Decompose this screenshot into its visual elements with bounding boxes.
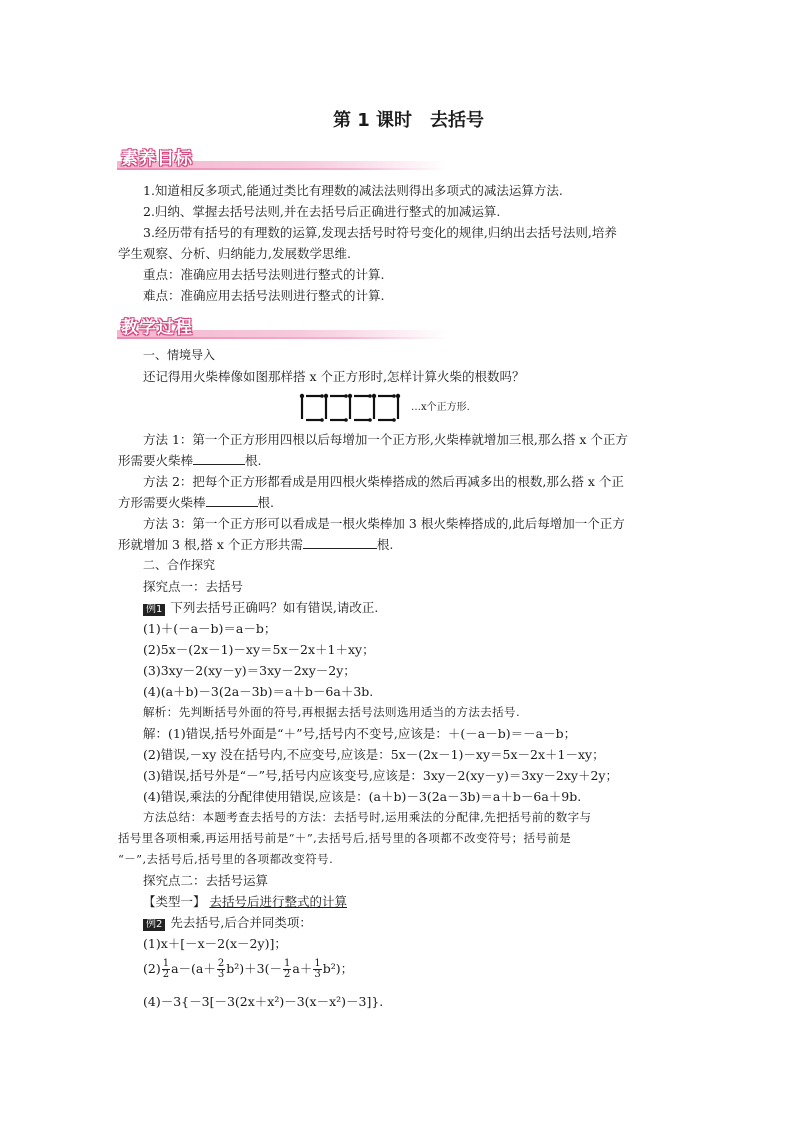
solution-line-3: (3)错误,括号外是“－”号,括号内应该变号,应该是：3xy－2(xy－y)＝3xy－2xy＋2y； <box>143 768 618 783</box>
fraction-1-3: $\frac{1}{3}$ <box>314 958 321 980</box>
solution-line-1: 解：(1)错误,括号外面是“＋”号,括号内不变号,应该是：＋(－a－b)＝－a－b； <box>143 726 577 741</box>
explore-point-1: 探究点一：去括号 <box>143 579 244 594</box>
method1-line1: 方法 1：第一个正方形用四根以后每增加一个正方形,火柴棒就增加三根,那么搭 x 个正方 <box>143 432 628 447</box>
example2-item-4: (4)－3{－3[－3(2x＋x²)－3(x－x²)－3]}. <box>143 994 384 1009</box>
objective-item-1: 1.知道相反多项式,能通过类比有理数的减法法则得出多项式的减法运算方法. <box>143 183 563 198</box>
answer-blank-2[interactable] <box>206 494 258 507</box>
method1-text: 形需要火柴棒 <box>118 453 194 468</box>
difficult-point: 难点：准确应用去括号法则进行整式的计算. <box>143 288 385 303</box>
method-summary-3: “－”,去括号后,括号里的各项都改变符号. <box>118 852 334 866</box>
example2-text: 先去括号,后合并同类项： <box>170 915 312 930</box>
item2-end: b²)； <box>322 961 354 976</box>
method2-line2 <box>118 494 274 511</box>
method3-line2 <box>118 536 393 553</box>
example1-question <box>143 599 378 616</box>
key-point: 重点：准确应用去括号法则进行整式的计算. <box>143 267 385 282</box>
answer-blank-3[interactable] <box>303 536 377 549</box>
method3-line1: 方法 3：第一个正方形可以看成是一根火柴棒加 3 根火柴棒搭成的,此后每增加一个正方 <box>143 516 625 531</box>
type1-title: 去括号后进行整式的计算 <box>209 894 348 909</box>
item2-part2: b²)＋3(－ <box>226 961 282 976</box>
answer-blank-1[interactable] <box>193 452 245 465</box>
section-banner-objectives <box>117 144 457 170</box>
example1-item-1: (1)＋(－a－b)＝a－b； <box>143 621 277 636</box>
example1-item-3: (3)3xy－2(xy－y)＝3xy－2xy－2y； <box>143 663 356 678</box>
item2-part3: a＋ <box>292 961 313 976</box>
matchstick-figure <box>299 392 409 424</box>
analysis: 解析：先判断括号外面的符号,再根据去括号法则选用适当的方法去括号. <box>143 705 521 719</box>
part2-heading: 二、合作探究 <box>143 558 216 572</box>
solution-line-4: (4)错误,乘法的分配律使用错误,应该是：(a＋b)－3(2a－3b)＝a＋b－6a＋9b. <box>143 789 582 804</box>
item2-prefix: (2) <box>143 961 161 976</box>
example1-text: 下列去括号正确吗？如有错误,请改正. <box>170 600 379 615</box>
example2-item-2 <box>143 957 353 981</box>
objective-item-2: 2.归纳、掌握去括号法则,并在去括号后正确进行整式的加减运算. <box>143 204 501 219</box>
example2-question <box>143 914 312 931</box>
method-summary-1: 方法总结：本题考查去括号的方法：去括号时,运用乘法的分配律,先把括号前的数字与 <box>143 810 592 824</box>
type1-bracket: 【类型一】 <box>143 894 206 909</box>
type1-heading <box>143 893 347 910</box>
fraction-2-3: $\frac{2}{3}$ <box>217 958 225 980</box>
example2-item-1: (1)x＋[－x－2(x－2y)]； <box>143 936 287 951</box>
method2-line1: 方法 2：把每个正方形都看成是用四根火柴棒搭成的然后再减多出的根数,那么搭 x 个正 <box>143 474 624 489</box>
method-summary-2: 括号里各项相乘,再运用括号前是“＋”,去括号后,括号里的各项都不改变符号；括号前是 <box>118 831 572 845</box>
section-label-objectives: 素养目标 <box>121 149 193 169</box>
part1-heading: 一、情境导入 <box>143 348 216 362</box>
figure-caption: …x个正方形. <box>411 402 470 413</box>
objective-item-3: 3.经历带有括号的有理数的运算,发现去括号时符号变化的规律,归纳出去括号法则,培养 <box>143 225 617 240</box>
example1-badge: 例1 <box>143 604 165 616</box>
example1-item-2: (2)5x－(2x－1)－xy＝5x－2x＋1＋xy； <box>143 642 375 657</box>
solution-line-2: (2)错误,－xy 没在括号内,不应变号,应该是：5x－(2x－1)－xy＝5x－2x＋1－xy； <box>143 747 605 762</box>
fraction-1-2b: $\frac{1}{2}$ <box>284 958 291 980</box>
intro-question: 还记得用火柴棒像如图那样搭 x 个正方形时,怎样计算火柴的根数吗？ <box>143 369 525 384</box>
method1-line2 <box>118 452 262 469</box>
fraction-1-2: $\frac{1}{2}$ <box>162 958 170 980</box>
method1-unit: 根. <box>245 453 262 468</box>
section-banner-process <box>117 313 457 339</box>
item2-part1: a－(a＋ <box>171 961 216 976</box>
method3-unit: 根. <box>376 537 394 552</box>
explore-point-2: 探究点二：去括号运算 <box>143 873 269 888</box>
example2-badge: 例2 <box>143 919 165 931</box>
method2-unit: 根. <box>257 495 274 510</box>
section-label-process: 教学过程 <box>121 318 193 338</box>
example1-item-4: (4)(a＋b)－3(2a－3b)＝a＋b－6a＋3b. <box>143 684 374 699</box>
method2-text: 方形需要火柴棒 <box>118 495 206 510</box>
objective-item-3-cont: 学生观察、分析、归纳能力,发展数学思维. <box>118 246 351 261</box>
page-title: 第 1 课时 去括号 <box>333 110 485 131</box>
method3-text: 形就增加 3 根,搭 x 个正方形共需 <box>118 537 303 552</box>
